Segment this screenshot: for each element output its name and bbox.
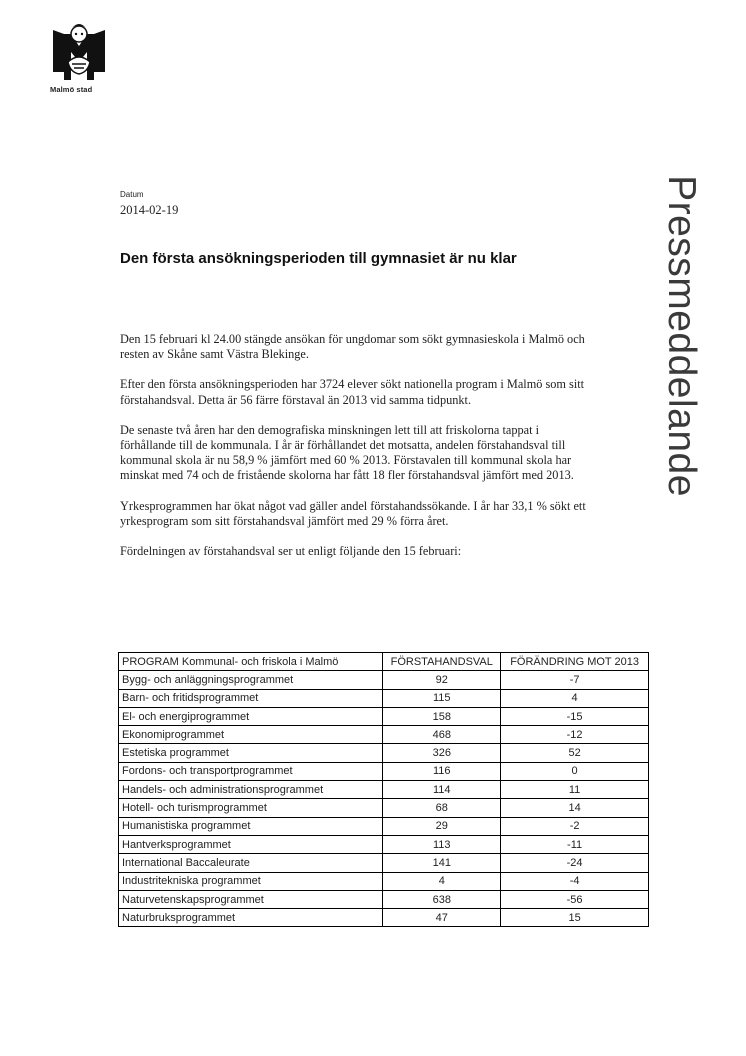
program-cell: International Baccaleurate bbox=[119, 854, 383, 872]
header-program: PROGRAM Kommunal- och friskola i Malmö bbox=[119, 653, 383, 671]
table-row bbox=[119, 909, 649, 927]
paragraph-5: Fördelningen av förstahandsval ser ut enligt följande den 15 februari: bbox=[120, 544, 462, 559]
forandring-cell: 4 bbox=[501, 689, 649, 707]
program-cell: Naturbruksprogrammet bbox=[119, 909, 383, 927]
table-row bbox=[119, 744, 649, 762]
table-row bbox=[119, 872, 649, 890]
headline: Den första ansökningsperioden till gymnasiet är nu klar bbox=[120, 250, 517, 267]
pressmeddelande-label bbox=[651, 116, 711, 556]
city-crest-icon bbox=[50, 22, 108, 84]
program-cell: Bygg- och anläggningsprogrammet bbox=[119, 671, 383, 689]
forandring-cell: -11 bbox=[501, 835, 649, 853]
forstahandsval-cell: 47 bbox=[383, 909, 501, 927]
program-cell: Humanistiska programmet bbox=[119, 817, 383, 835]
table-row bbox=[119, 817, 649, 835]
forstahandsval-cell: 113 bbox=[383, 835, 501, 853]
paragraph-1: Den 15 februari kl 24.00 stängde ansökan för ungdomar som sökt gymnasieskola i Malmö och resten av Skåne samt Västra Blekinge. bbox=[120, 332, 585, 362]
malmo-stad-logo bbox=[50, 22, 108, 94]
forstahandsval-cell: 114 bbox=[383, 781, 501, 799]
forstahandsval-cell: 115 bbox=[383, 689, 501, 707]
forandring-cell: -7 bbox=[501, 671, 649, 689]
distribution-table bbox=[118, 652, 649, 927]
header-forstahandsval: FÖRSTAHANDSVAL bbox=[383, 653, 501, 671]
forstahandsval-cell: 638 bbox=[383, 890, 501, 908]
table-row bbox=[119, 671, 649, 689]
forstahandsval-cell: 92 bbox=[383, 671, 501, 689]
paragraph-3: De senaste två åren har den demografiska minskningen lett till att friskolorna tappat i förhållande till de kommunala. I år är förhållandet det motsatta, andelen förstahandsval till kommunal skola är nu 58,9 % jämfört med 60 % 2013. Förstavalen till kommunal skola har minskat med 74 och de fristående skolorna har fått 18 fler förstahandsval jämfört med 2013. bbox=[120, 422, 574, 483]
table-row bbox=[119, 781, 649, 799]
program-cell: El- och energiprogrammet bbox=[119, 707, 383, 725]
table-row bbox=[119, 854, 649, 872]
forandring-cell: -12 bbox=[501, 726, 649, 744]
body-text bbox=[120, 332, 590, 574]
forstahandsval-cell: 326 bbox=[383, 744, 501, 762]
forandring-cell: -2 bbox=[501, 817, 649, 835]
forandring-cell: 15 bbox=[501, 909, 649, 927]
table-row bbox=[119, 762, 649, 780]
forandring-cell: 52 bbox=[501, 744, 649, 762]
program-cell: Fordons- och transportprogrammet bbox=[119, 762, 383, 780]
forandring-cell: 0 bbox=[501, 762, 649, 780]
table-row bbox=[119, 799, 649, 817]
forandring-cell: -56 bbox=[501, 890, 649, 908]
program-cell: Barn- och fritidsprogrammet bbox=[119, 689, 383, 707]
logo-text: Malmö stad bbox=[50, 85, 93, 94]
forandring-cell: 14 bbox=[501, 799, 649, 817]
date-value: 2014-02-19 bbox=[120, 203, 179, 217]
program-cell: Industritekniska programmet bbox=[119, 872, 383, 890]
program-cell: Estetiska programmet bbox=[119, 744, 383, 762]
table-row bbox=[119, 890, 649, 908]
forandring-cell: -24 bbox=[501, 854, 649, 872]
forstahandsval-cell: 29 bbox=[383, 817, 501, 835]
forandring-cell: 11 bbox=[501, 781, 649, 799]
table-row bbox=[119, 726, 649, 744]
program-cell: Hantverksprogrammet bbox=[119, 835, 383, 853]
table-row bbox=[119, 835, 649, 853]
program-cell: Hotell- och turismprogrammet bbox=[119, 799, 383, 817]
forandring-cell: -4 bbox=[501, 872, 649, 890]
program-cell: Ekonomiprogrammet bbox=[119, 726, 383, 744]
header-forandring: FÖRÄNDRING MOT 2013 bbox=[501, 653, 649, 671]
program-cell: Naturvetenskapsprogrammet bbox=[119, 890, 383, 908]
forstahandsval-cell: 158 bbox=[383, 707, 501, 725]
forstahandsval-cell: 141 bbox=[383, 854, 501, 872]
paragraph-4: Yrkesprogrammen har ökat något vad gäller andel förstahandssökande. I år har 33,1 % sökt ett yrkesprogram som sitt förstahandsval jämfört med 29 % förra året. bbox=[120, 498, 586, 528]
forstahandsval-cell: 468 bbox=[383, 726, 501, 744]
date-label: Datum bbox=[120, 190, 144, 199]
table-header-row bbox=[119, 653, 649, 671]
forstahandsval-cell: 68 bbox=[383, 799, 501, 817]
paragraph-2: Efter den första ansökningsperioden har 3724 elever sökt nationella program i Malmö som sitt förstahandsval. Detta är 56 färre förstaval än 2013 vid samma tidpunkt. bbox=[120, 377, 585, 407]
forandring-cell: -15 bbox=[501, 707, 649, 725]
forstahandsval-cell: 116 bbox=[383, 762, 501, 780]
program-cell: Handels- och administrationsprogrammet bbox=[119, 781, 383, 799]
table-row bbox=[119, 689, 649, 707]
table-row bbox=[119, 707, 649, 725]
side-label-text: Pressmeddelande bbox=[660, 175, 703, 497]
forstahandsval-cell: 4 bbox=[383, 872, 501, 890]
